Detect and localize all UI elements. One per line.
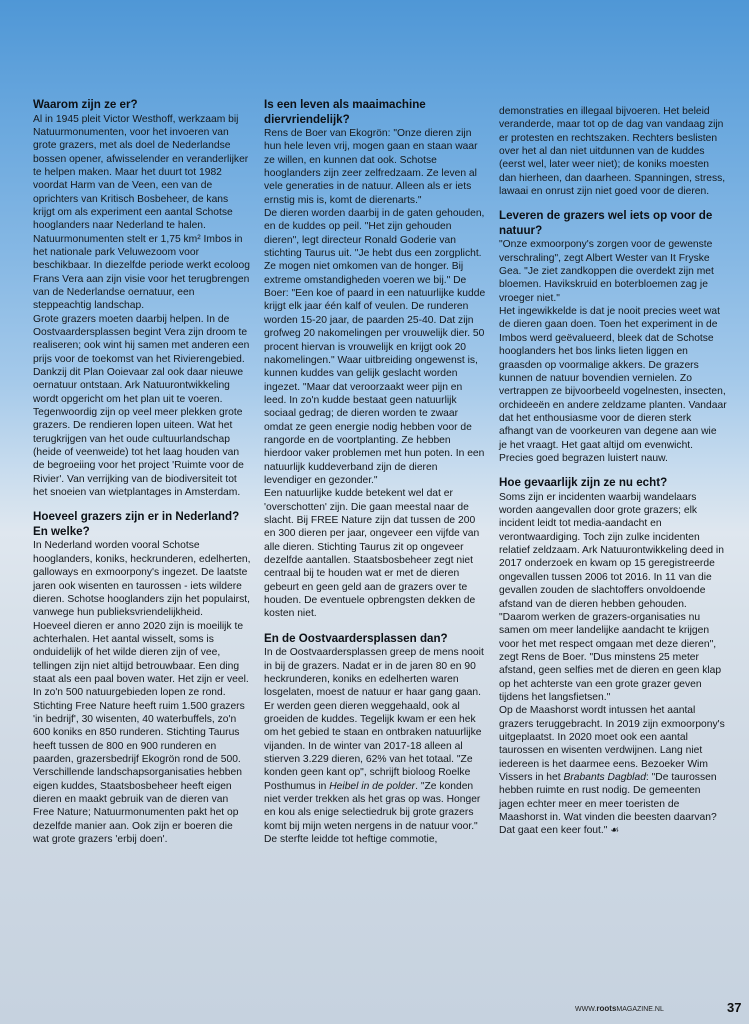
newspaper-title: Brabants Dagblad (563, 771, 646, 783)
footer-brand: roots (596, 1004, 617, 1013)
paragraph: Het ingewikkelde is dat je nooit precies weet wat de dieren gaan doen. Toen het experiment in de Imbos werd geëvalueerd, bleek dat de Schotse hooglanders het bos links lieten liggen en graasden op voormalige akkers. De grazers kunnen de natuur bovendien vernielen. Zo vertrappen ze bijvoorbeeld vogelnesten, insecten, orchideeën en andere zeldzame planten. Vandaar dat het enthousiasme voor de dieren sterk afhangt van de voorkeuren van degene aan wie je het vraagt. Het gaat altijd om evenwicht. Precies goed begrazen luistert nauw. (499, 306, 727, 464)
section-heading-how-many: Hoeveel grazers zijn er in Nederland? En welke? (33, 510, 240, 538)
page-number: 37 (727, 1000, 742, 1015)
column-right (499, 105, 727, 838)
paragraph (499, 704, 727, 837)
paragraph: demonstraties en illegaal bijvoeren. Het beleid veranderde, maar tot op de dag van vandaag zijn er protesten en rechtszaken. Rechters beslisten over het al dan niet uitdunnen van de kuddes (eerst wel, later weer niet); de koniks moesten dan hierheen, dan daarheen. Spanningen, stress, lawaai en onrust zijn niet goed voor de dieren. (499, 106, 726, 198)
paragraph: "Onze exmoorpony's zorgen voor de gewenste verschraling", zegt Albert Wester van It Fryske Gea. "Je ziet zandkoppen die overdekt zijn met bloemen. Havikskruid en boterbloemen zag je vroeger niet." (499, 239, 714, 304)
paragraph: Hoeveel dieren er anno 2020 zijn is moeilijk te achterhalen. Het aantal wisselt, soms is onduidelijk of het wilde dieren zijn of vee, tellingen zijn niet altijd betrouwbaar. Een ding staat als een paal boven water. Het zijn er veel. In zo'n 500 natuurgebieden lopen ze rond. Stichting Free Nature heeft ruim 1.500 grazers 'in bedrijf', 30 wisenten, 40 waterbuffels, zo'n 600 koniks en 850 runderen. Stichting Taurus heeft tussen de 800 en 900 runderen en paarden, grazersbedrijf Ekogrön rond de 500. Verschillende landschapsorganisaties hebben eigen kuddes, Staatsbosbeheer heeft eigen dieren en maakt gebruik van de dieren van Free Nature; Natuurmonumenten pakt het op dezelfde manier aan. Ook zijn er boeren die wat grote grazers 'erbij doen'. (33, 620, 249, 846)
footer-url-prefix: WWW. (575, 1006, 597, 1013)
paragraph: Tegenwoordig zijn op veel meer plekken grote grazers. De rendieren lopen uiteen. Wat het terugkrijgen van het oude cultuurlandschap (heide of veenweide) tot het laag houden van de begroeiing voor het project 'Ruimte voor de Rivier'. Van verrijking van de biodiversiteit tot het snoeien van wietplantages in Amsterdam. (33, 407, 244, 499)
paragraph: De dieren worden daarbij in de gaten gehouden, en de kuddes op peil. "Het zijn gehouden dieren", legt directeur Ronald Goderie van stichting Taurus uit. "Je hebt dus een zorgplicht. Ze mogen niet omkomen van de honger. Bij extreme omstandigheden voeren we bij." De Boer: "Een koe of paard in een natuurlijke kudde krijgt elk jaar één kalf of veulen. De runderen worden 15-20 jaar, de paarden 25-40. Dat zijn grofweg 20 nakomelingen per vrouwelijk dier. 50 procent hiervan is vrouwelijk en krijgt ook 20 nakomelingen." Waar uitbreiding ongewenst is, kunnen kuddes van gelijk geslacht worden ingezet. "Maar dat veroorzaakt weer pijn en leed. In zo'n kudde bestaat geen natuurlijk sociaal gedrag; de dieren worden te zwaar omdat ze geen energie nodig hebben voor de rangorde en de voortplanting. Ze hebben hierdoor vaker problemen met hun poten. In een natuurlijk kuddeverband zijn de dieren levendiger en gezonder." (264, 208, 486, 486)
paragraph-text: : "De taurossen hebben ruimte en rust nodig. De gemeenten jagen echter meer en meer toeristen de Maashorst in. Wat vinden die beesten daarvan? Dat gaat een keer fout." (499, 771, 717, 837)
paragraph (264, 646, 486, 846)
paragraph-text: Op de Maashorst wordt intussen het aantal grazers teruggebracht. In 2019 zijn exmoorpony's uitgeplaatst. In 2020 moet ook een aantal taurossen en wisenten verdwijnen. Lang niet iedereen is het daarmee eens. Bezoeker Wim Vissers in het (499, 705, 725, 783)
paragraph-text: . "Ze konden niet verder trekken als het gras op was. Honger en kou als enige selectiedruk bij grote grazers komt bij mijn weten nergens in de natuur voor." De sterfte leidde tot heftige commotie, (264, 780, 481, 846)
section-heading-danger: Hoe gevaarlijk zijn ze nu echt? (499, 476, 668, 490)
paragraph-text: In de Oostvaardersplassen greep de mens nooit in bij de grazers. Nadat er in de jaren 80 en 90 heckrunderen, koniks en edelherten waren losgelaten, moest de natuur er haar gang gaan. Er werden geen dieren weggehaald, ook al groeiden de kuddes. Tegelijk kwam er een hek om het gebied te staan en ontbraken natuurlijke vijanden. In de winter van 2017-18 alleen al stierven 3.229 dieren, 62% van het totaal. "Ze konden geen kant op", schrijft bioloog Roelke Posthumus in (264, 647, 484, 792)
paragraph: Soms zijn er incidenten waarbij wandelaars worden aangevallen door grote grazers; elk incident leidt tot media-aandacht en verontwaardiging. Toch zijn zulke incidenten relatief zeldzaam. Ark Natuurontwikkeling deed in 2017 onderzoek en kwam op 15 geregistreerde ongevallen tussen 2006 tot 2016. In 11 van die gevallen zouden de slachtoffers onvoldoende afstand van de dieren hebben gehouden. "Daarom werken de grazers-organisaties nu samen om meer landelijke aandacht te krijgen voor het met respect omgaan met deze dieren", zegt Rens de Boer. "Dus minstens 25 meter afstand, geen selfies met de dieren en geen klap op het achterste van een grote grazer geven tijdens het langsfietsen." (499, 491, 724, 703)
section-heading-animal-friendly: Is een leven als maaimachine diervriendelijk? (264, 98, 426, 126)
column-left (33, 98, 251, 846)
column-middle (264, 98, 486, 846)
paragraph: Grote grazers moeten daarbij helpen. In de Oostvaardersplassen begint Vera zijn droom te realiseren; ook wint hij samen met anderen een prijs voor de toekomst van het Rivierengebied. Dankzij dit Plan Ooievaar zal ook daar nieuwe oernatuur ontstaan. Ark Natuurontwikkeling wordt opgericht om het plan uit te voeren. (33, 313, 250, 405)
paragraph: Een natuurlijke kudde betekent wel dat er 'overschotten' zijn. Die gaan meestal naar de slacht. Bij FREE Nature zijn dat tussen de 200 en 300 dieren per jaar, ongeveer een vijfde van alle dieren. Stichting Taurus zit op ongeveer dezelfde aantallen. Staatsbosbeheer zegt niet centraal bij te houden wat er met de dieren gebeurt en geen geld aan de grazers over te houden. De eventuele opbrengsten dekken de kosten niet. (264, 488, 480, 620)
paragraph: Al in 1945 pleit Victor Westhoff, werkzaam bij Natuurmonumenten, voor het invoeren van grote grazers, met als doel de Nederlandse bossen opener, afwisselender en veranderlijker te helpen maken. Maar het duurt tot 1982 voordat Harm van de Veen, een van de oprichters van Kritisch Bosbeheer, de kans krijgt om als experiment een aantal Schotse hooglanders naar Nederland te halen. Natuurmonumenten stelt er 1,75 km² Imbos in het nationale park Veluwezoom voor beschikbaar. In diezelfde periode werkt ecoloog Frans Vera aan zijn visie voor het terugbrengen van de Nederlandse oernatuur, een steppeachtig landschap. (33, 113, 250, 312)
page-footer (575, 1000, 749, 1015)
footer-url-suffix: MAGAZINE.NL (616, 1006, 664, 1013)
paragraph: In Nederland worden vooral Schotse hooglanders, koniks, heckrunderen, edelherten, galloways en exmoorpony's ingezet. De laatste jaren ook wisenten en taurossen - iets wildere dieren. Schotse hooglanders zijn het populairst, vanwege hun publieksvriendelijkheid. (33, 540, 251, 619)
book-title: Heibel in de polder (329, 780, 416, 792)
end-mark-icon: ☙ (610, 825, 620, 837)
section-heading-nature-benefit: Leveren de grazers wel iets op voor de natuur? (499, 209, 713, 237)
section-heading-oostvaardersplassen: En de Oostvaardersplassen dan? (264, 631, 448, 645)
section-heading-why: Waarom zijn ze er? (33, 98, 138, 111)
paragraph: Rens de Boer van Ekogrön: "Onze dieren zijn hun hele leven vrij, mogen gaan en staan waar ze willen, en kunnen dat ook. Schotse hooglanders zijn zeer zelfredzaam. Ze leven al vele generaties in de natuur. Alleen als er iets ernstig mis is, komt de dierenarts." (264, 128, 478, 206)
